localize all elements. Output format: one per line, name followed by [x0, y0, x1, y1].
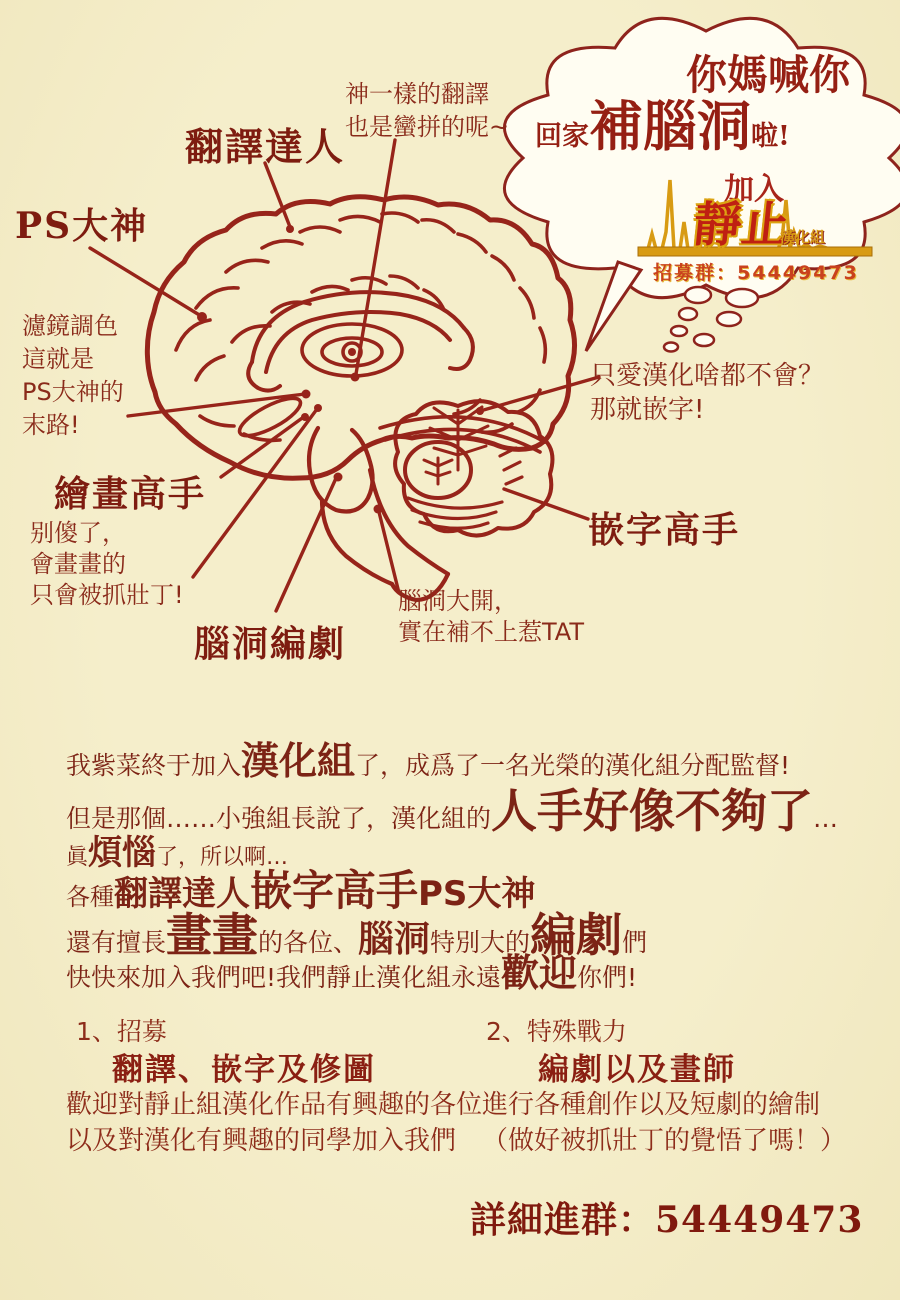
bubble-headline-2-pre: 回家: [535, 121, 589, 152]
story-line-3: [66, 833, 289, 873]
leader-dots: [197, 225, 484, 514]
story-6c: 你們!: [577, 963, 638, 992]
bubble-headline-2-post: 啦!: [751, 121, 790, 152]
story-1a: 我紫菜終于加入: [66, 751, 242, 780]
note-artist: [30, 518, 184, 612]
story-4d: PS大神: [418, 874, 536, 914]
note-translator: [345, 78, 509, 144]
recruit-col1-line1: 歡迎對靜止組漢化作品有興趣的各位: [66, 1090, 483, 1120]
footer-contact: 詳細進群：54449473: [470, 1199, 864, 1241]
story-2c: …: [813, 804, 839, 833]
note-typesetter-line2: 那就嵌字!: [590, 394, 705, 425]
recruit-col2-line2: （做好被抓壯丁的覺悟了嗎！）: [482, 1126, 847, 1156]
gyri-detail: [176, 213, 545, 440]
join-label: 加入: [724, 172, 784, 207]
story-2a: 但是那個……小強組長說了，漢化組的: [66, 804, 492, 833]
recruit-col2-line1: 進行各種創作以及短劇的繪制: [482, 1090, 821, 1120]
story-4c: 嵌字高手: [250, 866, 419, 915]
note-artist-line1: 别傻了，: [30, 519, 126, 547]
note-translator-line1: 神一樣的翻譯: [345, 80, 489, 108]
logo-qq-number: 招募群：54449473: [653, 262, 859, 284]
label-ps-master: PS大神: [15, 205, 149, 247]
bubble-headline-1: 你媽喊你: [686, 51, 850, 99]
note-artist-line3: 只會被抓壯丁!: [30, 581, 184, 610]
note-typesetter: [590, 360, 824, 428]
logo-wordmark: 靜止: [690, 197, 793, 253]
story-4b: 翻譯達人: [114, 874, 250, 914]
note-translator-line2: 也是蠻拼的呢~: [345, 113, 510, 142]
story-6a: 快快來加入我們吧!我們靜止漢化組永遠: [66, 963, 502, 992]
note-artist-line2: 會畫畫的: [30, 550, 126, 579]
story-1c: 了，成爲了一名光榮的漢化組分配監督!: [355, 751, 791, 780]
story-5e: 特別大的: [430, 928, 531, 957]
story-5g: 們: [622, 928, 648, 957]
bubble-headline-2-big: 補腦洞: [589, 94, 751, 158]
story-3a: 眞: [66, 845, 89, 870]
story-line-6: [66, 951, 638, 995]
recruit-col1-line2: 以及對漢化有興趣的同學加入我們: [66, 1126, 457, 1156]
note-writer-line1: 腦洞大開，: [398, 587, 518, 615]
story-5b: 畫畫: [166, 908, 259, 962]
story-4a: 各種: [66, 883, 114, 911]
logo-subtitle: 漢化組: [780, 228, 826, 246]
note-ps-master: [22, 310, 124, 442]
note-ps-line2: 這就是: [22, 345, 94, 374]
note-ps-line3: PS大神的: [22, 378, 124, 407]
story-1b: 漢化組: [241, 739, 356, 783]
story-2b: 人手好像不夠了: [491, 784, 814, 838]
note-ps-line4: 末路!: [22, 411, 80, 440]
story-line-2: [66, 784, 839, 838]
note-writer: [398, 586, 584, 648]
bubble-tail: [586, 262, 641, 351]
story-3c: 了，所以啊…: [156, 845, 289, 870]
story-5c: 的各位、: [258, 928, 359, 957]
note-typesetter-line1: 只愛漢化啥都不會？: [590, 361, 825, 391]
label-writer: 腦洞編劇: [194, 623, 347, 665]
story-6b: 歡迎: [501, 951, 578, 995]
story-3b: 煩惱: [88, 833, 157, 873]
note-ps-line1: 濾鏡調色: [22, 312, 118, 340]
recruit-col2-number: 2、特殊戰力: [486, 1017, 627, 1046]
label-translator: 翻譯達人: [185, 124, 346, 169]
recruit-col2-title: 編劇以及畫師: [538, 1052, 736, 1088]
label-typesetter: 嵌字高手: [588, 509, 741, 551]
story-5d: 腦洞: [358, 919, 431, 960]
cerebellum: [395, 401, 552, 535]
label-artist: 繪畫高手: [54, 473, 207, 515]
story-5f: 編劇: [530, 908, 623, 962]
story-line-4: [66, 866, 536, 915]
note-writer-line2: 實在補不上惹TAT: [398, 618, 585, 647]
story-line-1: [66, 739, 791, 783]
recruit-col1-number: 1、招募: [76, 1017, 167, 1046]
recruit-col1-title: 翻譯、嵌字及修圖: [112, 1052, 376, 1088]
story-5a: 還有擅長: [66, 928, 167, 957]
bubble-headline-2: [535, 84, 790, 161]
